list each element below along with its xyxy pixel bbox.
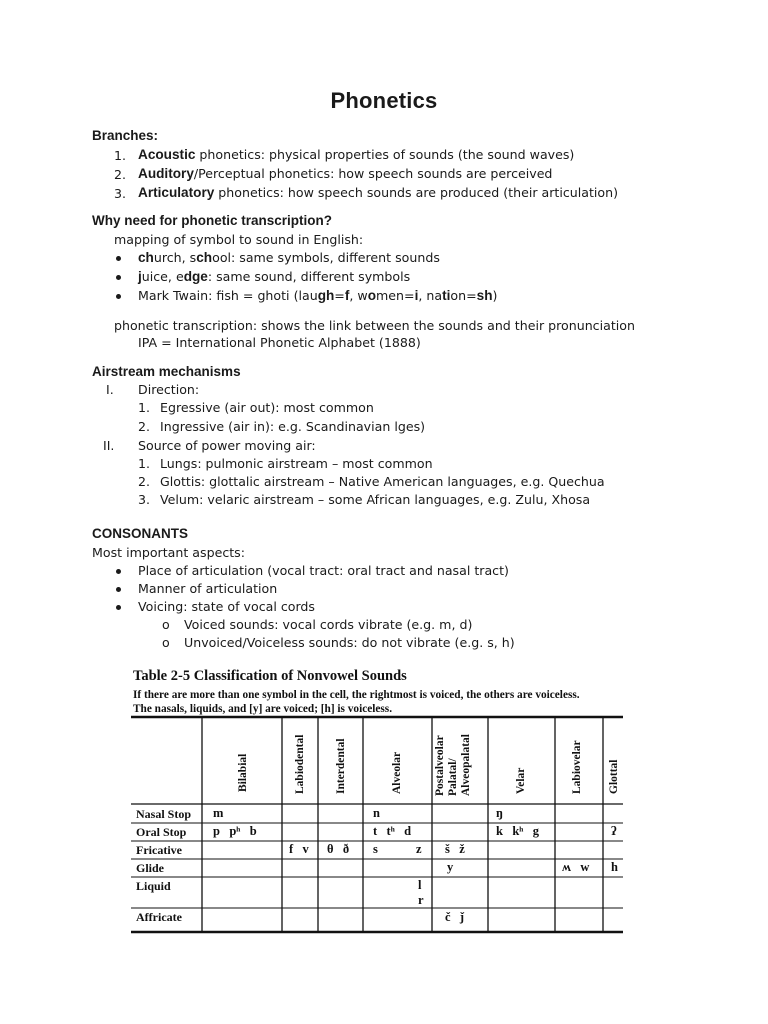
bullet-icon [116, 294, 121, 299]
list-item: Manner of articulation [138, 581, 278, 596]
transcription-intro: mapping of symbol to sound in English: [114, 232, 364, 247]
section-label: Source of power moving air: [138, 438, 316, 453]
table-cell: p pʰ b [213, 824, 257, 838]
table-cell: y [447, 860, 454, 874]
table-cell: θ ð [327, 842, 350, 856]
list-number: 2. [138, 474, 151, 489]
sub-list-item: Voiced sounds: vocal cords vibrate (e.g. m, d) [184, 617, 473, 632]
ipa-definition: IPA = International Phonetic Alphabet (1888) [138, 335, 421, 350]
table-cell: f v [289, 842, 309, 856]
sub-list-item: Unvoiced/Voiceless sounds: do not vibrate (e.g. s, h) [184, 635, 515, 650]
table-cell: ʍ w [562, 860, 590, 874]
table-cell: k kʰ g [496, 824, 539, 838]
bullet-icon [116, 256, 121, 261]
consonants-intro: Most important aspects: [92, 545, 245, 560]
transcription-note: phonetic transcription: shows the link between the sounds and their pronunciation [114, 318, 635, 333]
table-cell: t tʰ d [373, 824, 412, 838]
table-grid [131, 664, 627, 936]
column-header-interdental: Interdental [335, 738, 347, 794]
table-cell: l [418, 878, 422, 892]
list-item: Lungs: pulmonic airstream – most common [160, 456, 433, 471]
roman-numeral: II. [103, 438, 115, 453]
branches-heading: Branches: [92, 128, 159, 143]
list-item: Glottis: glottalic airstream – Native American languages, e.g. Quechua [160, 474, 605, 489]
list-item: juice, edge: same sound, different symbols [138, 269, 411, 284]
list-item: Egressive (air out): most common [160, 400, 374, 415]
column-header-labiovelar: Labiovelar [571, 740, 583, 794]
list-item: Mark Twain: fish = ghoti (laugh=f, women=i, nation=sh) [138, 288, 498, 303]
bullet-icon [116, 275, 121, 280]
column-header-alveolar: Alveolar [391, 751, 403, 794]
column-header-bilabial: Bilabial [237, 753, 249, 792]
nonvowel-classification-table [131, 664, 627, 936]
list-item: Articulatory phonetics: how speech sounds are produced (their articulation) [138, 185, 618, 200]
row-label-glide: Glide [136, 861, 165, 875]
table-cell: z [416, 842, 422, 856]
list-number: 2. [138, 419, 151, 434]
table-note: The nasals, liquids, and [y] are voiced; [h] is voiceless. [133, 703, 393, 715]
bullet-icon [116, 569, 121, 574]
list-item: Voicing: state of vocal cords [138, 599, 315, 614]
list-item: Velum: velaric airstream – some African languages, e.g. Zulu, Xhosa [160, 492, 591, 507]
table-title: Table 2-5 Classification of Nonvowel Sounds [133, 668, 407, 684]
table-cell: n [373, 806, 380, 820]
table-cell: h [611, 860, 618, 874]
table-note: If there are more than one symbol in the cell, the rightmost is voiced, the others are voiceless. [133, 689, 580, 701]
table-cell: š ž [445, 842, 465, 856]
page-title: Phonetics [330, 88, 438, 113]
list-number: 1. [138, 456, 151, 471]
consonants-heading: CONSONANTS [92, 526, 189, 541]
section-label: Direction: [138, 382, 200, 397]
list-item: Auditory/Perceptual phonetics: how speech sounds are perceived [138, 166, 553, 181]
column-header-labiodental: Labiodental [294, 734, 306, 794]
column-header-alveopalatal: Alveopalatal [460, 734, 472, 796]
column-header-palatal: Palatal/ [447, 758, 459, 796]
list-number: 1. [114, 148, 127, 163]
sub-bullet-icon: o [162, 635, 170, 650]
bullet-icon [116, 605, 121, 610]
row-label-nasal-stop: Nasal Stop [136, 807, 192, 821]
table-cell: s [373, 842, 378, 856]
sub-bullet-icon: o [162, 617, 170, 632]
list-item: Acoustic phonetics: physical properties of sounds (the sound waves) [138, 147, 575, 162]
table-cell: č ǰ [445, 910, 465, 924]
list-item: Place of articulation (vocal tract: oral tract and nasal tract) [138, 563, 509, 578]
table-cell: ŋ [496, 806, 503, 820]
row-label-oral-stop: Oral Stop [136, 825, 187, 839]
row-label-fricative: Fricative [136, 843, 182, 857]
list-item: church, school: same symbols, different sounds [138, 250, 440, 265]
table-cell: ʔ [611, 824, 617, 838]
transcription-heading: Why need for phonetic transcription? [92, 213, 333, 228]
roman-numeral: I. [106, 382, 114, 397]
list-number: 2. [114, 167, 127, 182]
list-number: 3. [114, 186, 127, 201]
column-header-velar: Velar [515, 767, 527, 794]
bullet-icon [116, 587, 121, 592]
airstream-heading: Airstream mechanisms [92, 364, 241, 379]
list-item: Ingressive (air in): e.g. Scandinavian lges) [160, 419, 426, 434]
table-cell: m [213, 806, 224, 820]
table-cell: r [418, 893, 424, 907]
row-label-affricate: Affricate [136, 910, 182, 924]
column-header-glottal: Glottal [608, 759, 620, 794]
list-number: 1. [138, 400, 151, 415]
row-label-liquid: Liquid [136, 879, 171, 893]
list-number: 3. [138, 492, 151, 507]
column-header-postalveolar: Postalveolar [434, 735, 446, 796]
